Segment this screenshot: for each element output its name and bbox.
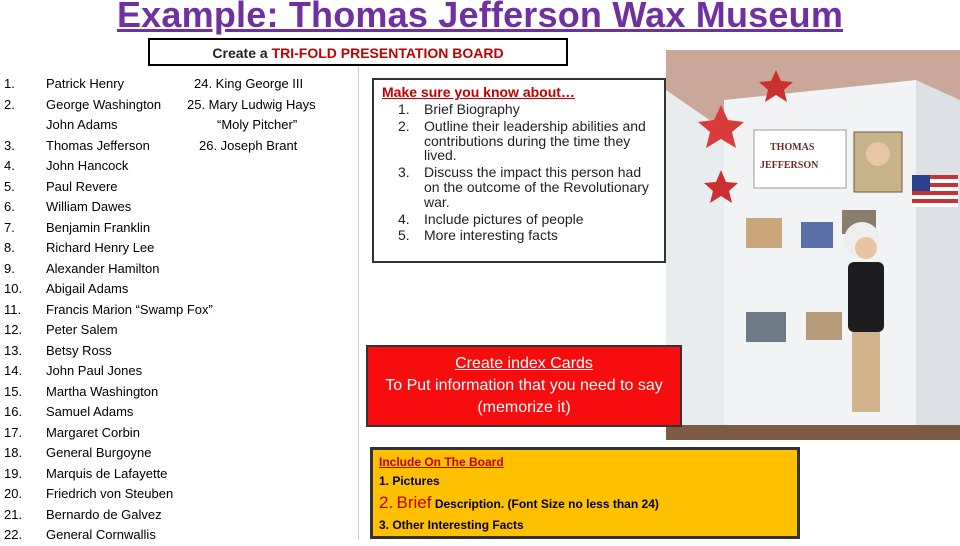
include-item-description-bold: Brief [396,493,432,512]
list-item-number: 11. [4,301,22,317]
include-on-board-box [370,447,800,539]
list-item-name: Richard Henry Lee [46,240,155,255]
list-item-number: 19. [4,465,23,481]
subtitle-prefix: Create a [212,45,272,61]
list-item-number: 1. [4,76,15,91]
list-item-number: 22. [4,527,23,542]
list-item [4,320,354,341]
know-about-item-number: 3. [398,164,410,181]
list-item-extra: 26. Joseph Brant [199,137,298,153]
index-cards-box [366,345,682,427]
list-item-name: Margaret Corbin [46,424,140,440]
list-item-extra: “Moly Pitcher” [217,117,298,132]
know-about-item-text: Brief Biography [424,101,520,117]
list-item-name: Thomas Jefferson [46,137,150,153]
list-item-number: 7. [4,219,15,235]
list-item [4,525,354,546]
figure-list [4,74,354,546]
list-item [4,156,354,177]
list-item-name: General Burgoyne [46,445,152,460]
list-item-name: Samuel Adams [46,404,134,419]
list-item-name: Patrick Henry [46,76,125,91]
plaque-line1: THOMAS [770,142,815,153]
flag-stripe [912,191,958,195]
list-item [4,197,354,218]
list-item [4,218,354,239]
list-item [4,74,354,95]
list-item-number: 21. [4,506,23,522]
list-item-number: 2. [4,96,15,112]
list-item [4,464,354,485]
list-item-name: Alexander Hamilton [46,260,160,276]
list-item-number: 4. [4,158,15,173]
plaque-line2: JEFFERSON [760,160,819,171]
list-item [4,136,354,157]
list-item-number: 14. [4,363,23,378]
list-item [4,505,354,526]
know-about-item-text: More interesting facts [424,227,558,244]
include-item-description-num: 2. [379,493,394,512]
know-about-item-number: 1. [398,101,410,117]
know-about-item [382,212,656,227]
list-item-number: 13. [4,342,23,358]
list-item-number: 17. [4,424,23,440]
know-about-heading: Make sure you know about… [382,84,575,100]
know-about-box [372,78,666,263]
trifold-board-photo [666,50,960,440]
list-item [4,238,354,259]
list-item-extra: 25. Mary Ludwig Hays [187,96,316,112]
figure-face [855,237,877,259]
know-about-item [382,165,656,209]
list-item-name: John Hancock [46,158,129,173]
list-item-extra: 24. King George III [194,76,304,91]
figure-body [852,332,880,412]
list-item-number: 12. [4,322,23,337]
list-item-name: John Paul Jones [46,363,143,378]
list-item [4,279,354,300]
list-item-name: John Adams [46,117,118,132]
list-item [4,443,354,464]
flag-stripe [912,199,958,203]
list-item [4,361,354,382]
know-about-item [382,102,656,117]
include-item-facts: 3. Other Interesting Facts [379,518,524,532]
column-divider [358,66,359,540]
list-item-name: Martha Washington [46,383,159,399]
list-item-name: Bernardo de Galvez [46,506,162,522]
know-about-item [382,119,656,163]
list-item-number: 10. [4,281,23,296]
list-item [4,177,354,198]
know-about-item [382,228,656,243]
list-item-name: General Cornwallis [46,527,156,542]
list-item-number: 3. [4,137,15,153]
know-about-item-number: 2. [398,117,410,134]
know-about-item-text: Include pictures of people [424,210,584,227]
name-plaque [754,130,846,188]
board-right-panel [916,80,960,425]
list-item [4,341,354,362]
list-item-number: 15. [4,383,23,399]
list-item [4,95,354,116]
know-about-item-number: 5. [398,227,410,244]
list-item [4,402,354,423]
list-item-name: Marquis de Lafayette [46,465,168,481]
list-item-name: Francis Marion “Swamp Fox” [46,301,213,317]
index-cards-text: To Put information that you need to say (memorize it) [385,377,663,416]
portrait-face [866,142,890,166]
list-item-name: Peter Salem [46,322,118,337]
list-item-name: George Washington [46,96,162,112]
list-item-number: 5. [4,178,15,194]
list-item [4,382,354,403]
list-item-name: Benjamin Franklin [46,219,151,235]
include-item-description-rest: Description. (Font Size no less than 24) [431,497,659,511]
list-item-name: Paul Revere [46,178,118,194]
list-item-number: 18. [4,445,23,460]
picture-house [806,312,842,340]
list-item [4,484,354,505]
list-item [4,300,354,321]
subtitle-box [148,38,568,66]
subtitle-accent: TRI-FOLD PRESENTATION BOARD [271,45,504,61]
list-item [4,423,354,444]
picture-monument [746,312,786,342]
know-about-item-number: 4. [398,210,410,227]
page-title: Example: Thomas Jefferson Wax Museum [116,0,844,35]
list-item-name: William Dawes [46,199,132,214]
list-item [4,259,354,280]
figure-coat [848,262,884,332]
index-cards-heading: Create index Cards [455,355,593,372]
trifold-board-illustration [666,50,960,440]
list-item-name: Betsy Ross [46,342,112,358]
list-item-name: Abigail Adams [46,281,129,296]
picture-document [746,218,782,248]
list-item-number: 16. [4,404,23,419]
include-item-description [379,493,791,513]
list-item-name: Friedrich von Steuben [46,486,174,501]
list-item [4,115,354,136]
know-about-list [382,102,656,243]
know-about-item-text: Discuss the impact this person had on the outcome of the Revolutionary war. [424,164,649,210]
table [666,425,960,440]
picture-flag [801,222,833,248]
list-item-number: 8. [4,240,15,255]
include-item-pictures: 1. Pictures [379,474,440,488]
flag-canton [912,175,930,191]
list-item-number: 20. [4,486,23,501]
include-heading: Include On The Board [379,455,504,469]
know-about-item-text: Outline their leadership abilities and contributions during the time they lived. [424,117,646,164]
list-item-number: 9. [4,260,15,276]
list-item-number: 6. [4,199,15,214]
